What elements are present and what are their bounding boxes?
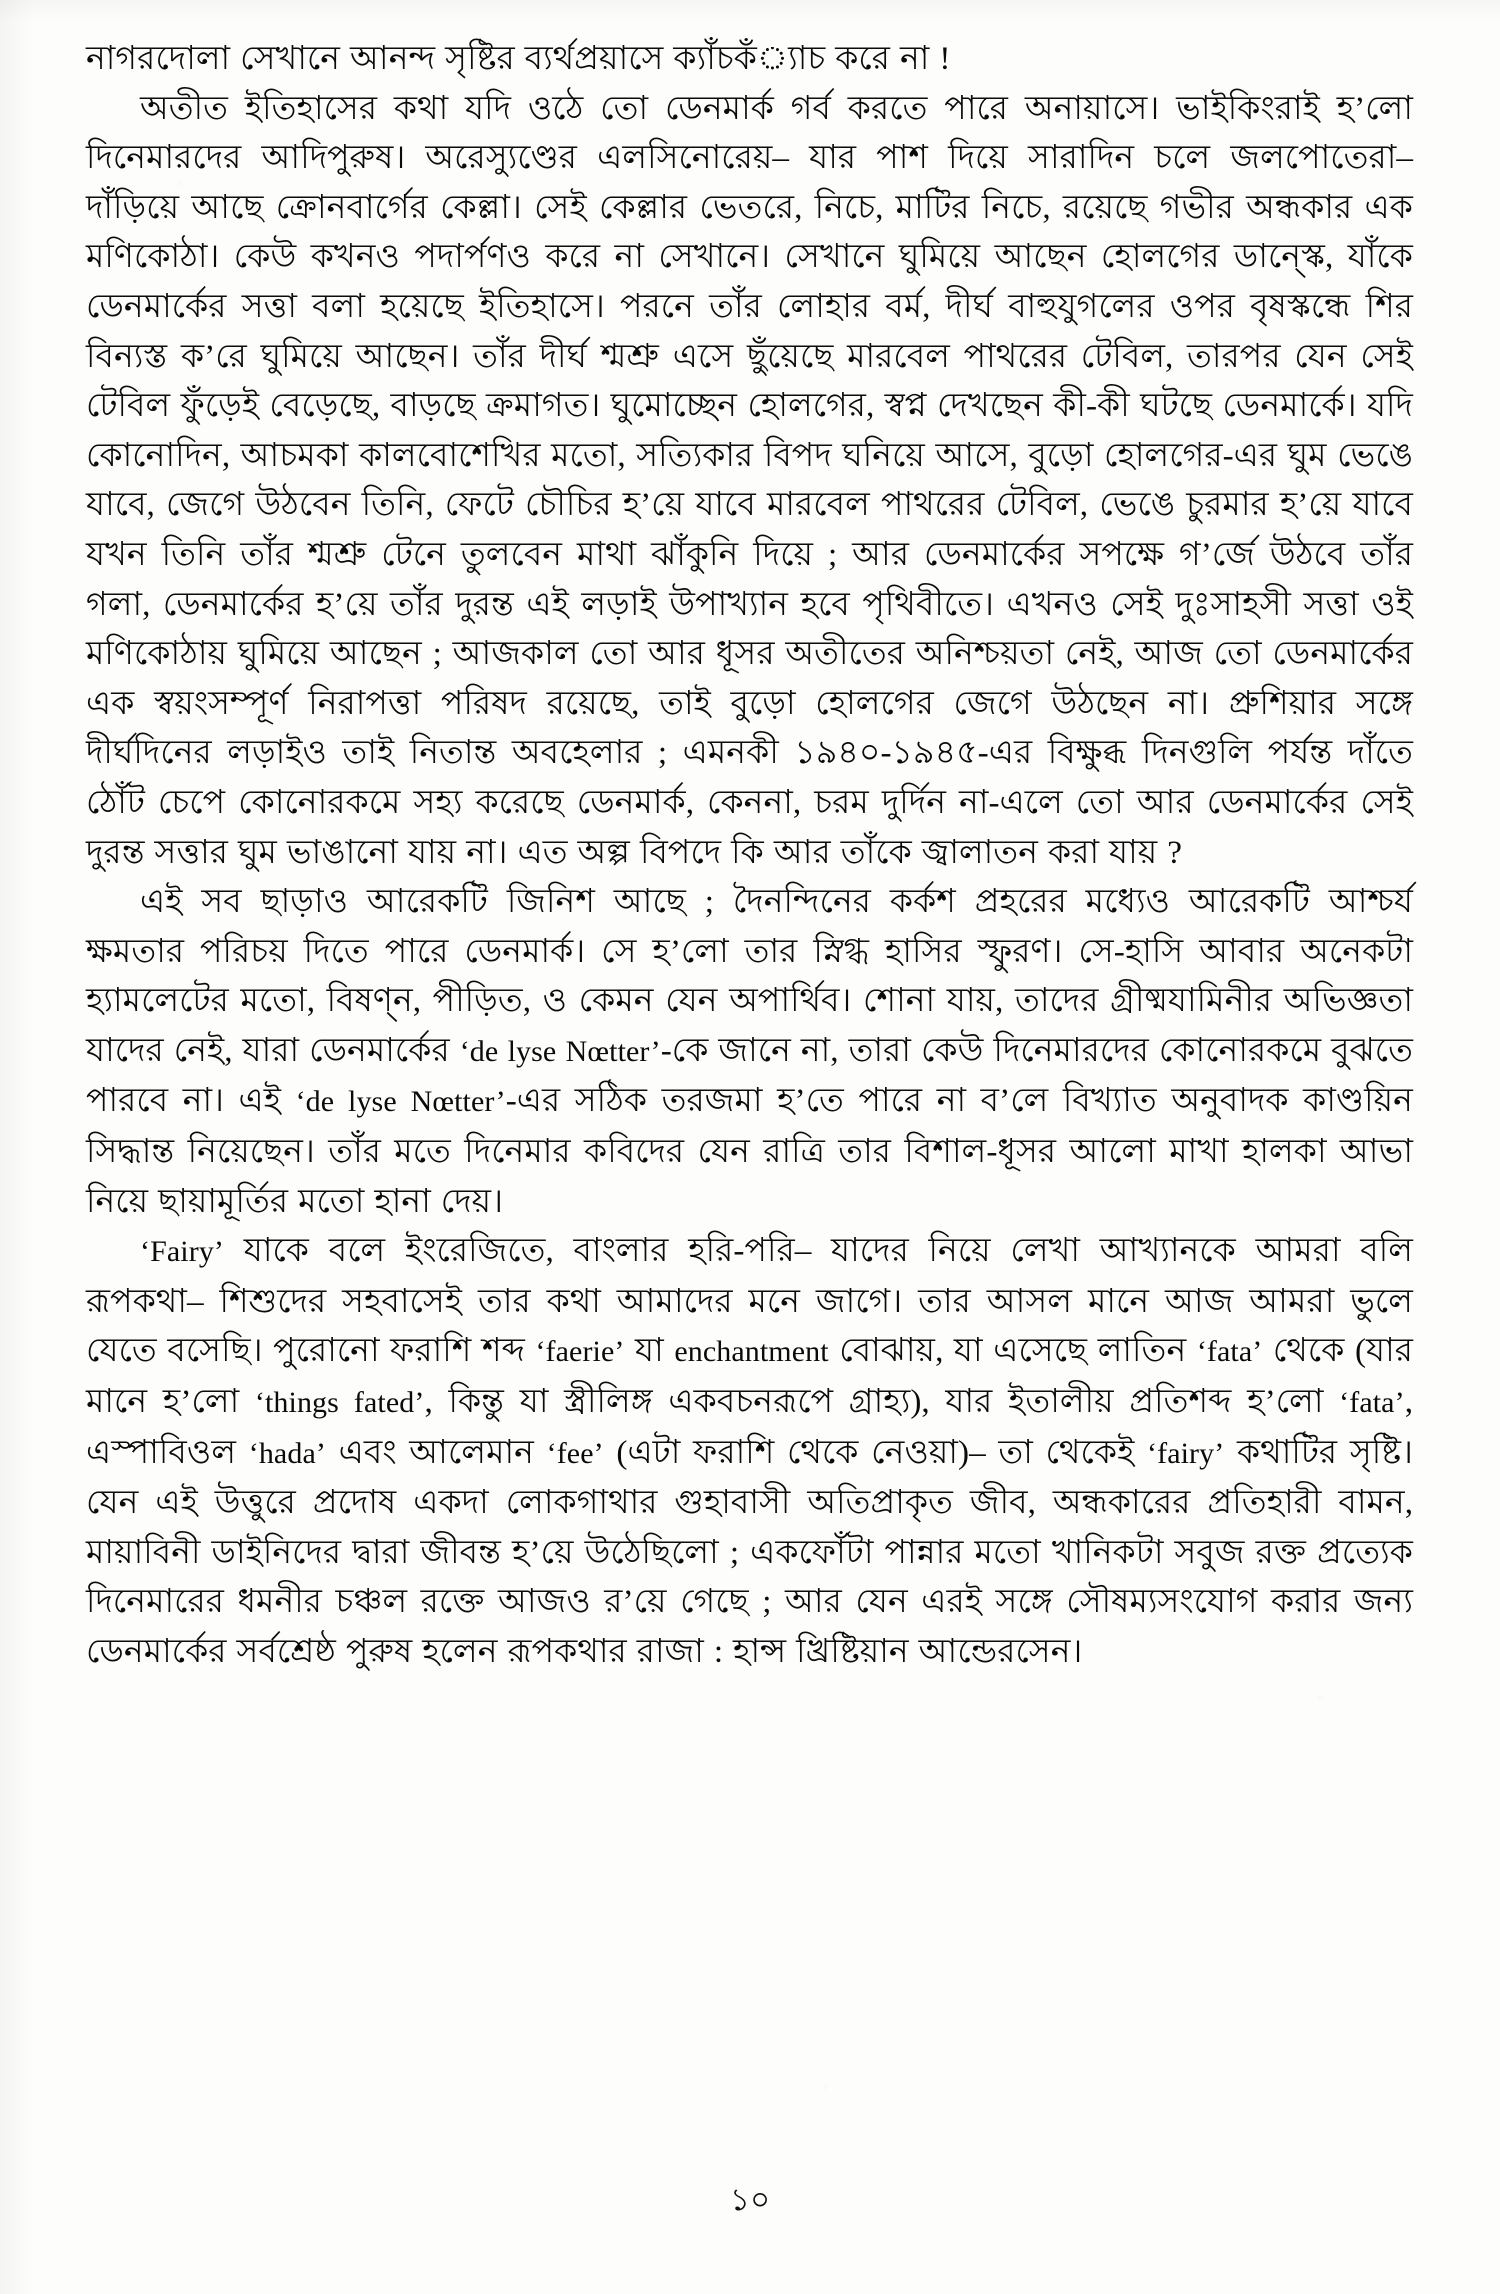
paragraph-1: নাগরদোলা সেখানে আনন্দ সৃষ্টির ব্যর্থপ্রয়াসে ক্যাঁচকঁ্যাচ করে না ! — [86, 40, 951, 77]
paragraph-3 — [86, 877, 1413, 1226]
latin-quotation: ‘de lyse Nœtter’ — [459, 1034, 661, 1068]
latin-quotation: ‘faerie’ — [535, 1335, 625, 1369]
scan-top-shadow — [0, 0, 1500, 22]
bengali-run: (এটা ফরাশি থেকে নেওয়া)– তা থেকেই — [603, 1433, 1148, 1471]
bengali-run: থেকে (যার মানে হ’লো — [86, 1332, 1414, 1421]
latin-quotation: ‘de lyse Nœtter’ — [295, 1085, 506, 1119]
bengali-run: যাকে বলে ইংরেজিতে, বাংলার হরি-পরি– যাদের নিয়ে লেখা আখ্যানকে আমরা বলি রূপকথা– শিশুদের সহবাসেই তার কথা আমাদের মনে জাগে। তার আসল মানে আজ আমরা ভুলে যেতে বসেছি। পুরোনো ফরাশি শব্দ — [86, 1232, 1413, 1370]
latin-quotation: ‘fairy’ — [1147, 1436, 1225, 1470]
latin-quotation: ‘fata’ — [1339, 1386, 1405, 1420]
latin-quotation: ‘fee’ — [546, 1436, 604, 1470]
page-number: ১০ — [729, 2182, 771, 2217]
bengali-run: -এর সঠিক তরজমা হ’তে পারে না ব’লে বিখ্যাত অনুবাদক কাণ্ডয়িন সিদ্ধান্ত নিয়েছেন। তাঁর মতে দিনেমার কবিদের যেন রাত্রি তার বিশাল-ধূসর আলো মাখা হালকা আভা নিয়ে ছায়ামূর্তির মতো হানা দেয়। — [86, 1082, 1413, 1220]
scan-gutter-shadow — [0, 0, 34, 2294]
bengali-run: এবং আলেমান — [325, 1433, 547, 1471]
latin-quotation: ‘Fairy’ — [140, 1235, 225, 1269]
bengali-run: , কিন্তু যা স্ত্রীলিঙ্গ একবচনরূপে গ্রাহ্য), যার ইতালীয় প্রতিশব্দ হ’লো — [424, 1383, 1340, 1421]
latin-quotation: ‘things fated’ — [254, 1386, 425, 1420]
latin-quotation: ‘hada’ — [248, 1436, 326, 1470]
bengali-run: কথাটির সৃষ্টি। যেন এই উত্তুরে প্রদোষ একদা লোকগাথার গুহাবাসী অতিপ্রাকৃত জীব, অন্ধকারের প্রতিহারী বামন, মায়াবিনী ডাইনিদের দ্বারা জীবন্ত হ’য়ে উঠেছিলো ; একফোঁটা পান্নার মতো খানিকটা সবুজ রক্ত প্রত্যেক দিনেমারের ধমনীর চঞ্চল রক্তে আজও র’য়ে গেছে ; আর যেন এরই সঙ্গে সৌষম্যসংযোগ করার জন্য ডেনমার্কের সর্বশ্রেষ্ঠ পুরুষ হলেন রূপকথার রাজা : হান্স খ্রিষ্টিয়ান আন্ডেরসেন। — [86, 1433, 1414, 1670]
paragraph-4 — [86, 1226, 1413, 1676]
latin-quotation: ‘fata’ — [1196, 1335, 1263, 1369]
bengali-run: বোঝায়, যা এসেছে লাতিন — [828, 1332, 1197, 1370]
bengali-run: এই সব ছাড়াও আরেকটি জিনিশ আছে ; দৈনন্দিনের কর্কশ প্রহরের মধ্যেও আরেকটি আশ্চর্য ক্ষমতার পরিচয় দিতে পারে ডেনমার্ক। সে হ’লো তার স্নিগ্ধ হাসির স্ফুরণ। সে-হাসি আবার অনেকটা হ্যামলেটের মতো, বিষণ্ন, পীড়িত, ও কেমন যেন অপার্থিব। শোনা যায়, তাদের গ্রীষ্মযামিনীর অভিজ্ঞতা যাদের নেই, যারা ডেনমার্কের — [86, 883, 1413, 1069]
bengali-run: যা — [624, 1332, 675, 1370]
bengali-run: , এস্পাবিওল — [86, 1383, 1413, 1471]
bengali-run: -কে জানে না, তারা কেউ দিনেমারদের কোনোরকমে বুঝতে পারবে না। এই — [86, 1031, 1413, 1120]
paragraph-2: অতীত ইতিহাসের কথা যদি ওঠে তো ডেনমার্ক গর্ব করতে পারে অনায়াসে। ভাইকিংরাই হ’লো দিনেমারদের আদিপুরুষ। অরেস্যুণ্ডের এলসিনোরেয়– যার পাশ দিয়ে সারাদিন চলে জলপোতেরা– দাঁড়িয়ে আছে ক্রোনবার্গের কেল্লা। সেই কেল্লার ভেতরে, নিচে, মাটির নিচে, রয়েছে গভীর অন্ধকার এক মণিকোঠা। কেউ কখনও পদার্পণও করে না সেখানে। সেখানে ঘুমিয়ে আছেন হোলগের ডান্স্কে, যাঁকে ডেনমার্কের সত্তা বলা হয়েছে ইতিহাসে। পরনে তাঁর লোহার বর্ম, দীর্ঘ বাহুযুগলের ওপর বৃষস্কন্ধে শির বিন্যস্ত ক’রে ঘুমিয়ে আছেন। তাঁর দীর্ঘ শ্মশ্রু এসে ছুঁয়েছে মারবেল পাথরের টেবিল, তারপর যেন সেই টেবিল ফুঁড়েই বেড়েছে, বাড়ছে ক্রমাগত। ঘুমোচ্ছেন হোলগের, স্বপ্ন দেখছেন কী-কী ঘটছে ডেনমার্কে। যদি কোনোদিন, আচমকা কালবোশেখির মতো, সত্যিকার বিপদ ঘনিয়ে আসে, বুড়ো হোলগের-এর ঘুম ভেঙে যাবে, জেগে উঠবেন তিনি, ফেটে চৌচির হ’য়ে যাবে মারবেল পাথরের টেবিল, ভেঙে চুরমার হ’য়ে যাবে যখন তিনি তাঁর শ্মশ্রু টেনে তুলবেন মাথা ঝাঁকুনি দিয়ে ; আর ডেনমার্কের সপক্ষে গ’র্জে উঠবে তাঁর গলা, ডেনমার্কের হ’য়ে তাঁর দুরন্ত এই লড়াই উপাখ্যান হবে পৃথিবীতে। এখনও সেই দুঃসাহসী সত্তা ওই মণিকোঠায় ঘুমিয়ে আছেন ; আজকাল তো আর ধূসর অতীতের অনিশ্চয়তা নেই, আজ তো ডেনমার্কের এক স্বয়ংসম্পূর্ণ নিরাপত্তা পরিষদ রয়েছে, তাই বুড়ো হোলগের জেগে উঠছেন না। প্রুশিয়ার সঙ্গে দীর্ঘদিনের লড়াইও তাই নিতান্ত অবহেলার ; এমনকী ১৯৪০-১৯৪৫-এর বিক্ষুব্ধ দিনগুলি পর্যন্ত দাঁতে ঠোঁট চেপে কোনোরকমে সহ্য করেছে ডেনমার্ক, কেননা, চরম দুর্দিন না-এলে তো আর ডেনমার্কের সেই দুরন্ত সত্তার ঘুম ভাঙানো যায় না। এত অল্প বিপদে কি আর তাঁকে জ্বালাতন করা যায় ? — [86, 89, 1413, 871]
page-text-body — [86, 34, 1413, 1677]
latin-quotation: enchantment — [674, 1335, 829, 1369]
